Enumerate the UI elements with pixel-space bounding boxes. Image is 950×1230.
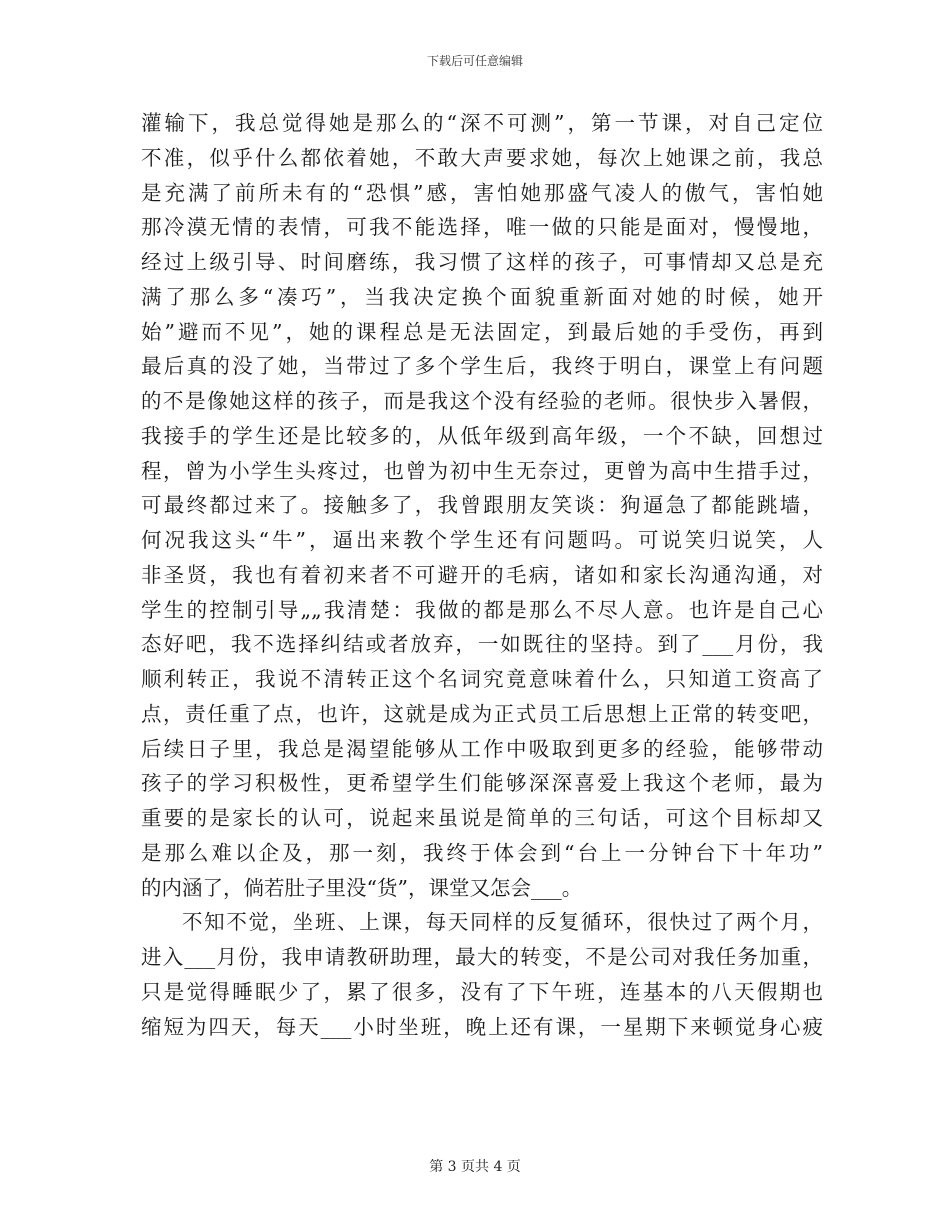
text-line: 非圣贤，我也有着初来者不可避开的毛病，诸如和家长沟通沟通，对 [141, 562, 823, 587]
text-line: 只是觉得睡眠少了，累了很多，没有了下午班，连基本的八天假期也 [141, 979, 823, 1004]
text-line: 不准，似乎什么都依着她，不敢大声要求她，每次上她课之前，我总 [141, 145, 823, 170]
text-line: 始”避而不见”，她的课程总是无法固定，到最后她的手受伤，再到 [141, 319, 823, 344]
text-line: 学生的控制引导„„我清楚：我做的都是那么不尽人意。也许是自己心 [141, 597, 823, 622]
text-line: 进入___月份，我申请教研助理，最大的转变，不是公司对我任务加重， [141, 945, 823, 969]
text-line: 经过上级引导、时间磨练，我习惯了这样的孩子，可事情却又总是充 [141, 250, 823, 274]
text-line: 可最终都过来了。接触多了，我曾跟朋友笑谈：狗逼急了都能跳墙， [141, 493, 823, 518]
text-line: 满了那么多“凑巧”，当我决定换个面貌重新面对她的时候，她开 [141, 284, 823, 309]
text-line: 后续日子里，我总是渴望能够从工作中吸取到更多的经验，能够带动 [141, 736, 823, 761]
text-line: 重要的是家长的认可，说起来虽说是简单的三句话，可这个目标却又 [141, 806, 823, 830]
text-line: 态好吧，我不选择纠结或者放弃，一如既往的坚持。到了___月份，我 [141, 632, 823, 657]
page-header: 下载后可任意编辑 [426, 54, 523, 68]
text-line: 是充满了前所未有的“恐惧”感，害怕她那盛气凌人的傲气，害怕她 [141, 180, 823, 205]
text-line: 的不是像她这样的孩子，而是我这个没有经验的老师。很快步入暑假， [141, 389, 823, 413]
text-line: 最后真的没了她，当带过了多个学生后，我终于明白，课堂上有问题 [141, 354, 823, 379]
text-line: 顺利转正，我说不清转正这个名词究竟意味着什么，只知道工资高了 [141, 667, 823, 691]
text-line: 缩短为四天，每天___小时坐班，晚上还有课，一星期下来顿觉身心疲 [141, 1014, 823, 1039]
text-line: 点，责任重了点，也许，这就是成为正式员工后思想上正常的转变吧， [141, 701, 823, 726]
paragraph-end-line: 的内涵了，倘若肚子里没“货”，课堂又怎会___。 [141, 875, 583, 900]
text-line: 灌输下，我总觉得她是那么的“深不可测”，第一节课，对自己定位 [141, 111, 823, 135]
text-line: 何况我这头“牛”，逼出来教个学生还有问题吗。可说笑归说笑，人 [141, 528, 823, 552]
text-line: 我接手的学生还是比较多的，从低年级到高年级，一个不缺，回想过 [141, 423, 823, 448]
text-line: 那冷漠无情的表情，可我不能选择，唯一做的只能是面对，慢慢地， [141, 215, 823, 240]
text-line: 程，曾为小学生头疼过，也曾为初中生无奈过，更曾为高中生措手过， [141, 458, 823, 483]
document-body [141, 106, 823, 1044]
text-line: 孩子的学习积极性，更希望学生们能够深深喜爱上我这个老师，最为 [141, 771, 823, 796]
paragraph-start-line: 不知不觉，坐班、上课，每天同样的反复循环，很快过了两个月， [182, 910, 823, 935]
page-number-footer: 第 3 页共 4 页 [429, 1159, 521, 1175]
text-line: 是那么难以企及，那一刻，我终于体会到“台上一分钟台下十年功” [141, 840, 823, 865]
